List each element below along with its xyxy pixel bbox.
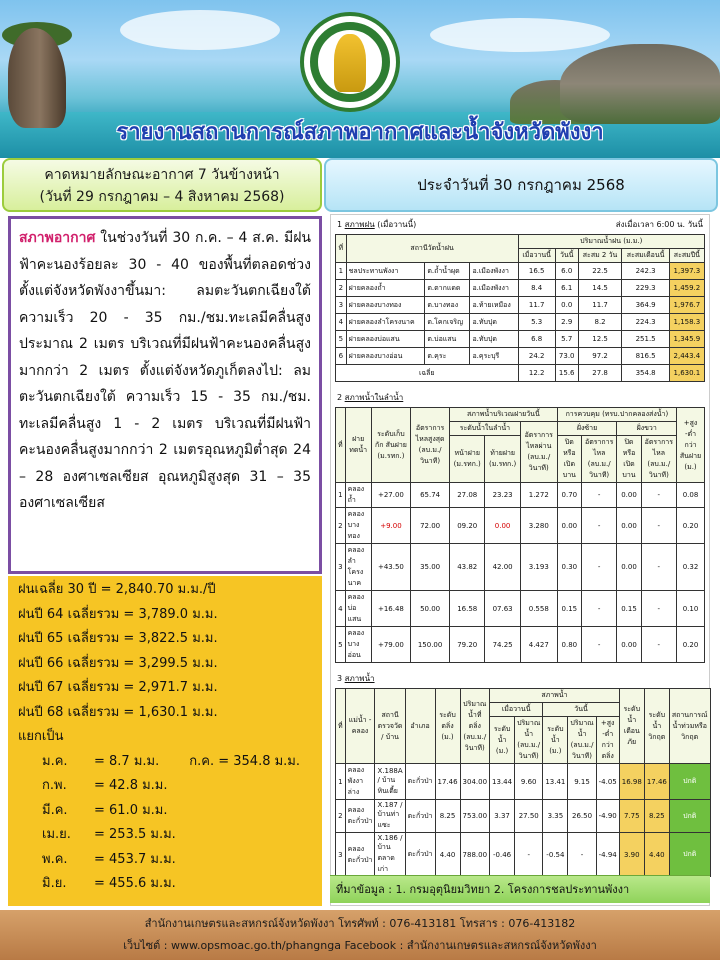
table-row bbox=[336, 331, 705, 348]
table-cell: 1,158.3 bbox=[669, 314, 704, 331]
weather-paragraph bbox=[19, 225, 311, 517]
table-cell: 4.427 bbox=[520, 627, 557, 663]
table-cell: 12.2 bbox=[518, 365, 555, 382]
table-cell: ปกติ bbox=[669, 764, 710, 800]
table-cell: 27.50 bbox=[515, 800, 543, 833]
table-cell: ฝายคลองบางทอง bbox=[346, 297, 425, 314]
monthly-rainfall bbox=[18, 774, 312, 799]
table-cell: X.186 / บ้านตลาดเก่า bbox=[375, 833, 405, 877]
table-cell: 1 bbox=[336, 263, 347, 280]
col-header: ระดับน้ำ (ม.) bbox=[543, 717, 568, 764]
table-cell: 0.10 bbox=[677, 591, 705, 627]
average-label: เฉลี่ย bbox=[336, 365, 519, 382]
table-cell: 15.6 bbox=[555, 365, 578, 382]
col-header: สภาพน้ำ bbox=[490, 689, 620, 703]
table-cell: -4.94 bbox=[596, 833, 619, 877]
table-cell: 3.90 bbox=[619, 833, 644, 877]
table-cell: -4.90 bbox=[596, 800, 619, 833]
table-cell: อ.เมืองพังงา bbox=[470, 263, 518, 280]
table-cell: 6.0 bbox=[555, 263, 578, 280]
table-row bbox=[336, 627, 705, 663]
rainfall-line: ฝนปี 68 เฉลี่ยรวม = 1,630.1 ม.ม. bbox=[18, 704, 218, 720]
table-cell: 4.40 bbox=[435, 833, 460, 877]
table-cell: - bbox=[641, 483, 676, 508]
table-cell: คลองพังงาล่าง bbox=[345, 764, 375, 800]
header-banner bbox=[0, 0, 720, 158]
table-cell: - bbox=[581, 544, 616, 591]
table-cell: ฝายคลองบางอ่อน bbox=[346, 348, 425, 365]
weather-label: สภาพอากาศ bbox=[19, 230, 96, 246]
table-cell: - bbox=[581, 627, 616, 663]
col-header: ปริมาณน้ำที่ตลิ่ง (ลบ.ม./วินาที) bbox=[460, 689, 490, 764]
table-cell: 11.7 bbox=[518, 297, 555, 314]
col-header: ปิดหรือเปิดบาน bbox=[557, 436, 581, 483]
table-cell: -0.46 bbox=[490, 833, 515, 877]
table-cell: 0.00 bbox=[617, 544, 641, 591]
table-cell: 12.5 bbox=[578, 331, 622, 348]
table-cell: 16.58 bbox=[450, 591, 485, 627]
table-cell: +43.50 bbox=[371, 544, 411, 591]
month-label: ก.ค. bbox=[189, 753, 215, 769]
table-cell: 0.08 bbox=[677, 483, 705, 508]
table-cell: ปกติ bbox=[669, 833, 710, 877]
col-header: อำเภอ bbox=[405, 689, 435, 764]
table-cell: 13.44 bbox=[490, 764, 515, 800]
table-cell: คลองลำโครงนาค bbox=[345, 544, 371, 591]
table-cell: คลองบ่อแสน bbox=[345, 591, 371, 627]
table-row bbox=[336, 508, 705, 544]
month-value: = 453.7 ม.ม. bbox=[94, 851, 176, 867]
logo-figure bbox=[334, 34, 366, 92]
table-cell: 17.46 bbox=[435, 764, 460, 800]
rainfall-line: ฝนเฉลี่ย 30 ปี = 2,840.70 ม.ม./ปี bbox=[18, 582, 216, 597]
table-cell: 0.00 bbox=[617, 508, 641, 544]
table-row bbox=[336, 263, 705, 280]
table-cell: - bbox=[641, 544, 676, 591]
table-cell: 4 bbox=[336, 314, 347, 331]
table-cell: ตะกั่วป่า bbox=[405, 800, 435, 833]
table-cell: 9.15 bbox=[568, 764, 596, 800]
monthly-rainfall bbox=[18, 872, 312, 897]
table-row bbox=[336, 348, 705, 365]
table-cell: 0.00 bbox=[617, 627, 641, 663]
table-cell: 364.9 bbox=[622, 297, 669, 314]
table-row-average bbox=[336, 365, 705, 382]
table-cell: ต.ตากแดด bbox=[425, 280, 470, 297]
col-header: ปริมาณน้ำ (ลบ.ม./วินาที) bbox=[568, 717, 596, 764]
table-cell: 2,443.4 bbox=[669, 348, 704, 365]
col-header: สถานีตรวจวัด / บ้าน bbox=[375, 689, 405, 764]
col-header: ปริมาณน้ำฝน (ม.ม.) bbox=[518, 235, 705, 249]
table-cell: อ.เมืองพังงา bbox=[470, 280, 518, 297]
table-cell: 0.20 bbox=[677, 508, 705, 544]
col-header: ระดับตลิ่ง (ม.) bbox=[435, 689, 460, 764]
table-cell: 354.8 bbox=[622, 365, 669, 382]
table-cell: 1,630.1 bbox=[669, 365, 704, 382]
table-cell: ฝายคลองถ้ำ bbox=[346, 280, 425, 297]
cloud bbox=[120, 10, 280, 50]
table-cell: 1,976.7 bbox=[669, 297, 704, 314]
weir-table bbox=[335, 407, 705, 663]
page-title: รายงานสถานการณ์สภาพอากาศและน้ำจังหวัดพังงา bbox=[116, 120, 604, 145]
month-value: = 8.7 ม.ม. bbox=[94, 753, 160, 769]
table-cell: - bbox=[515, 833, 543, 877]
table-cell: 8.2 bbox=[578, 314, 622, 331]
weather-text: ในช่วงวันที่ 30 ก.ค. – 4 ส.ค. มีฝนฟ้าคะนองร้อยละ 30 - 40 ของพื้นที่ตลอดช่วงตั้งแต่จังหวัดพังงาขึ้นมา: ลมตะวันตกเฉียงใต้ ความเร็ว 20 - 35 กม./ชม.ทะเลมีคลื่นสูงประมาณ 2 เมตร บริเวณที่มีฝนฟ้าคะนองคลื่นสูงมากกว่า 2 เมตร ตั้งแต่จังหวัดภูเก็ตลงไป: ลมตะวันตกเฉียงใต้ ความเร็ว 15 - 35 กม./ชม. ทะเลมีคลื่นสูง 1 - 2 เมตร บริเวณที่มีฝนฟ้าคะนองคลื่นสูงมากกว่า 2 เมตรอุณหภูมิต่ำสุด 24 – 28 องศาเซลเซียส อุณหภูมิสูงสุด 31 – 35 องศาเซลเซียส bbox=[19, 230, 311, 511]
river-section-title: สภาพน้ำในลำน้ำ bbox=[344, 393, 404, 402]
rainfall-line: ฝนปี 66 เฉลี่ยรวม = 3,299.5 ม.ม. bbox=[18, 655, 218, 671]
table-row bbox=[336, 280, 705, 297]
col-header: เมื่อวานนี้ bbox=[518, 249, 555, 263]
monthly-rainfall bbox=[18, 799, 312, 824]
table-cell: 229.3 bbox=[622, 280, 669, 297]
month-label: มี.ค. bbox=[42, 802, 68, 818]
table-cell: ชลประทานพังงา bbox=[346, 263, 425, 280]
table-cell: 11.7 bbox=[578, 297, 622, 314]
table-cell: 0.70 bbox=[557, 483, 581, 508]
report-date: ประจำวันที่ 30 กรกฎาคม 2568 bbox=[324, 158, 718, 212]
table-cell: คลองตะกั่วป่า bbox=[345, 833, 375, 877]
river-station-table bbox=[335, 688, 711, 877]
table-cell: 5 bbox=[336, 627, 346, 663]
table-cell: 24.2 bbox=[518, 348, 555, 365]
col-header: สถานการณ์น้ำท่วมหรือวิกฤต bbox=[669, 689, 710, 764]
table-cell: 5.7 bbox=[555, 331, 578, 348]
section-3-title: 3 สภาพน้ำ bbox=[337, 674, 375, 683]
forecast-title: คาดหมายลักษณะอากาศ 7 วันข้างหน้า bbox=[44, 167, 280, 183]
footer bbox=[0, 910, 720, 960]
table-cell: 242.3 bbox=[622, 263, 669, 280]
col-header: ฝั่งซ้าย bbox=[557, 422, 617, 436]
table-cell: - bbox=[641, 508, 676, 544]
table-row bbox=[336, 297, 705, 314]
send-time: ส่งเมื่อเวลา 6:00 น. วันนี้ bbox=[615, 220, 703, 229]
table-cell: - bbox=[581, 591, 616, 627]
col-header: +สูง -ต่ำกว่าตลิ่ง bbox=[596, 717, 619, 764]
col-header: วันนี้ bbox=[543, 703, 619, 717]
table-cell: -4.05 bbox=[596, 764, 619, 800]
col-header: วันนี้ bbox=[555, 249, 578, 263]
table-cell: - bbox=[641, 627, 676, 663]
col-header: ระดับเก็บกัก สันฝาย (ม.รทก.) bbox=[371, 408, 411, 483]
col-header: ที่ bbox=[336, 235, 347, 263]
col-header: ท้ายฝาย (ม.รทก.) bbox=[485, 436, 520, 483]
table-cell: 23.23 bbox=[485, 483, 520, 508]
table-cell: +79.00 bbox=[371, 627, 411, 663]
table-cell: อ.คุระบุรี bbox=[470, 348, 518, 365]
col-header: ปริมาณน้ำ (ลบ.ม./วินาที) bbox=[515, 717, 543, 764]
table-row bbox=[336, 544, 705, 591]
table-cell: ต.บ่อแสน bbox=[425, 331, 470, 348]
table-cell: 1,397.3 bbox=[669, 263, 704, 280]
footer-website: เว็บไซต์ : www.opsmoac.go.th/phangnga Facebook : สำนักงานเกษตรและสหกรณ์จังหวัดพังงา bbox=[123, 939, 597, 952]
table-row bbox=[336, 764, 711, 800]
table-cell: 26.50 bbox=[568, 800, 596, 833]
month-value: = 42.8 ม.ม. bbox=[94, 778, 168, 793]
weather-description-box bbox=[8, 216, 322, 574]
table-cell: 0.00 bbox=[617, 483, 641, 508]
table-cell: 27.8 bbox=[578, 365, 622, 382]
col-header: สะสมปีนี้ bbox=[669, 249, 704, 263]
table-cell: 1.272 bbox=[520, 483, 557, 508]
rock-island-image bbox=[560, 44, 720, 124]
table-cell: 3 bbox=[336, 544, 346, 591]
table-cell: 0.558 bbox=[520, 591, 557, 627]
table-cell: อ.ท้ายเหมือง bbox=[470, 297, 518, 314]
table-cell: 6.1 bbox=[555, 280, 578, 297]
rainfall-line: แยกเป็น bbox=[18, 729, 64, 744]
table-cell: 6 bbox=[336, 348, 347, 365]
table-cell: 73.0 bbox=[555, 348, 578, 365]
table-cell: 6.8 bbox=[518, 331, 555, 348]
table-cell: 9.60 bbox=[515, 764, 543, 800]
col-header: ที่ bbox=[336, 689, 346, 764]
rainfall-summary-box bbox=[8, 576, 322, 906]
table-cell: ต.ถ้ำน้ำผุด bbox=[425, 263, 470, 280]
col-header: ระดับน้ำเตือนภัย bbox=[619, 689, 644, 764]
table-cell: 3.37 bbox=[490, 800, 515, 833]
table-cell: 304.00 bbox=[460, 764, 490, 800]
table-row bbox=[336, 314, 705, 331]
table-cell: 97.2 bbox=[578, 348, 622, 365]
col-header: สะสม 2 วัน bbox=[578, 249, 622, 263]
table-cell: 3.280 bbox=[520, 508, 557, 544]
table-cell: X.187 / บ้านท่าแซะ bbox=[375, 800, 405, 833]
table-cell: 5.3 bbox=[518, 314, 555, 331]
table-cell: 3.35 bbox=[543, 800, 568, 833]
col-header: สถานีวัดน้ำฝน bbox=[346, 235, 518, 263]
table-cell: 7.75 bbox=[619, 800, 644, 833]
table-cell: ฝายคลองลำโครงนาค bbox=[346, 314, 425, 331]
table-cell: 0.20 bbox=[677, 627, 705, 663]
table-cell: 0.32 bbox=[677, 544, 705, 591]
table-cell: 14.5 bbox=[578, 280, 622, 297]
col-header: ระดับน้ำ (ม.) bbox=[490, 717, 515, 764]
col-header: ฝายทดน้ำ bbox=[345, 408, 371, 483]
table-cell: 8.25 bbox=[435, 800, 460, 833]
table-row bbox=[336, 833, 711, 877]
col-header: ฝั่งขวา bbox=[617, 422, 677, 436]
table-cell: 43.82 bbox=[450, 544, 485, 591]
rainfall-line: ฝนปี 64 เฉลี่ยรวม = 3,789.0 ม.ม. bbox=[18, 606, 218, 622]
col-header: เมื่อวานนี้ bbox=[490, 703, 543, 717]
rainfall-line: ฝนปี 65 เฉลี่ยรวม = 3,822.5 ม.ม. bbox=[18, 631, 218, 646]
footer-contact: สำนักงานเกษตรและสหกรณ์จังหวัดพังงา โทรศัพท์ : 076-413181 โทรสาร : 076-413182 bbox=[144, 917, 576, 930]
table-cell: 16.98 bbox=[619, 764, 644, 800]
table-cell: 27.08 bbox=[450, 483, 485, 508]
col-header: สะสมเดือนนี้ bbox=[622, 249, 669, 263]
table-cell: 2 bbox=[336, 280, 347, 297]
section-1-title: 1 สภาพฝน (เมื่อวานนี้) ส่งเมื่อเวลา 6:00 น. วันนี้ bbox=[337, 220, 703, 229]
table-cell: 1,459.2 bbox=[669, 280, 704, 297]
monthly-rainfall bbox=[18, 823, 312, 848]
forecast-period-box bbox=[2, 158, 322, 212]
table-cell: 0.15 bbox=[557, 591, 581, 627]
table-cell: 788.00 bbox=[460, 833, 490, 877]
month-value: = 61.0 ม.ม. bbox=[94, 802, 168, 818]
col-header: อัตราการไหล (ลบ.ม./วินาที) bbox=[581, 436, 616, 483]
table-cell: 1 bbox=[336, 483, 346, 508]
table-cell: 72.00 bbox=[411, 508, 450, 544]
table-cell: 3 bbox=[336, 833, 346, 877]
col-header: การควบคุม (ทรบ.ปากคลองส่งน้ำ) bbox=[557, 408, 676, 422]
table-cell: +16.48 bbox=[371, 591, 411, 627]
table-cell: ปกติ bbox=[669, 800, 710, 833]
table-cell: 22.5 bbox=[578, 263, 622, 280]
rain-section-subtitle: (เมื่อวานนี้) bbox=[377, 220, 417, 229]
month-label: พ.ค. bbox=[42, 851, 68, 867]
table-cell: 8.4 bbox=[518, 280, 555, 297]
table-cell: 8.25 bbox=[644, 800, 669, 833]
table-cell: - bbox=[581, 508, 616, 544]
table-cell: - bbox=[568, 833, 596, 877]
table-cell: 2.9 bbox=[555, 314, 578, 331]
table-cell: 816.5 bbox=[622, 348, 669, 365]
table-row bbox=[336, 591, 705, 627]
table-cell: 2 bbox=[336, 800, 346, 833]
table-cell: +9.00 bbox=[371, 508, 411, 544]
rainfall-table bbox=[335, 234, 705, 382]
table-cell: 0.15 bbox=[617, 591, 641, 627]
monthly-rainfall bbox=[18, 848, 312, 873]
water-section-title: สภาพน้ำ bbox=[344, 674, 375, 683]
table-cell: ตะกั่วป่า bbox=[405, 833, 435, 877]
table-cell: 150.00 bbox=[411, 627, 450, 663]
table-cell: ต.บางทอง bbox=[425, 297, 470, 314]
col-header: +สูง -ต่ำกว่า สันฝาย (ม.) bbox=[677, 408, 705, 483]
water-report-document bbox=[330, 214, 710, 906]
ministry-logo bbox=[300, 12, 400, 112]
col-header: ที่ bbox=[336, 408, 346, 483]
table-cell: 35.00 bbox=[411, 544, 450, 591]
col-header: อัตราการไหล (ลบ.ม./วินาที) bbox=[641, 436, 676, 483]
table-cell: 13.41 bbox=[543, 764, 568, 800]
table-cell: 0.00 bbox=[485, 508, 520, 544]
data-source: ที่มาข้อมูล : 1. กรมอุตุนิยมวิทยา 2. โครงการชลประทานพังงา bbox=[330, 875, 710, 903]
cloud bbox=[430, 18, 610, 52]
table-cell: 0.0 bbox=[555, 297, 578, 314]
month-label: ก.พ. bbox=[42, 778, 67, 793]
table-cell: ต.โคกเจริญ bbox=[425, 314, 470, 331]
table-row bbox=[336, 483, 705, 508]
rain-section-title: สภาพฝน bbox=[344, 220, 375, 229]
col-header: สภาพน้ำบริเวณฝายวันนี้ bbox=[450, 408, 558, 422]
month-label: มิ.ย. bbox=[42, 876, 67, 891]
table-cell: - bbox=[581, 483, 616, 508]
table-cell: 16.5 bbox=[518, 263, 555, 280]
table-cell: คลองบางทอง bbox=[345, 508, 371, 544]
table-cell: 0.00 bbox=[557, 508, 581, 544]
col-header: ระดับน้ำวิกฤต bbox=[644, 689, 669, 764]
forecast-dates: (วันที่ 29 กรกฎาคม – 4 สิงหาคม 2568) bbox=[39, 189, 285, 205]
table-cell: 251.5 bbox=[622, 331, 669, 348]
table-cell: 1 bbox=[336, 764, 346, 800]
table-cell: 4.40 bbox=[644, 833, 669, 877]
table-cell: 5 bbox=[336, 331, 347, 348]
table-cell: 2 bbox=[336, 508, 346, 544]
col-header: ระดับน้ำในลำน้ำ bbox=[450, 422, 521, 436]
table-cell: 17.46 bbox=[644, 764, 669, 800]
table-cell: 3 bbox=[336, 297, 347, 314]
table-cell: +27.00 bbox=[371, 483, 411, 508]
table-cell: 753.00 bbox=[460, 800, 490, 833]
monthly-rainfall bbox=[18, 750, 312, 775]
table-cell: - bbox=[641, 591, 676, 627]
month-value: = 354.8 ม.ม. bbox=[218, 753, 301, 769]
table-cell: 74.25 bbox=[485, 627, 520, 663]
table-cell: คลองถ้ำ bbox=[345, 483, 371, 508]
table-row bbox=[336, 800, 711, 833]
table-cell: 79.20 bbox=[450, 627, 485, 663]
month-value: = 455.6 ม.ม. bbox=[94, 876, 176, 891]
table-cell: ฝายคลองบ่อแสน bbox=[346, 331, 425, 348]
table-cell: 224.3 bbox=[622, 314, 669, 331]
rainfall-line: ฝนปี 67 เฉลี่ยรวม = 2,971.7 ม.ม. bbox=[18, 680, 218, 695]
table-cell: 65.74 bbox=[411, 483, 450, 508]
table-cell: 1,345.9 bbox=[669, 331, 704, 348]
table-cell: อ.ทับปุด bbox=[470, 331, 518, 348]
table-cell: ตะกั่วป่า bbox=[405, 764, 435, 800]
table-cell: 0.80 bbox=[557, 627, 581, 663]
table-cell: -0.54 bbox=[543, 833, 568, 877]
col-header: อัตราการไหลสูงสุด (ลบ.ม./วินาที) bbox=[411, 408, 450, 483]
month-value: = 253.5 ม.ม. bbox=[94, 827, 176, 842]
table-cell: 50.00 bbox=[411, 591, 450, 627]
table-cell: คลองตะกั่วป่า bbox=[345, 800, 375, 833]
table-cell: 09.20 bbox=[450, 508, 485, 544]
month-label: ม.ค. bbox=[42, 753, 68, 769]
table-cell: คลองบางอ่อน bbox=[345, 627, 371, 663]
table-cell: 07.63 bbox=[485, 591, 520, 627]
section-2-title: 2 สภาพน้ำในลำน้ำ bbox=[337, 393, 404, 402]
col-header: แม่น้ำ - คลอง bbox=[345, 689, 375, 764]
table-cell: 42.00 bbox=[485, 544, 520, 591]
table-cell: ต.คุระ bbox=[425, 348, 470, 365]
table-cell: 4 bbox=[336, 591, 346, 627]
table-cell: อ.ทับปุด bbox=[470, 314, 518, 331]
col-header: หน้าฝาย (ม.รทก.) bbox=[450, 436, 485, 483]
col-header: อัตราการไหลผ่าน (ลบ.ม./วินาที) bbox=[520, 422, 557, 483]
table-cell: 3.193 bbox=[520, 544, 557, 591]
table-cell: 0.30 bbox=[557, 544, 581, 591]
month-label: เม.ย. bbox=[42, 827, 71, 842]
table-cell: X.188A / บ้านหินเตี้ย bbox=[375, 764, 405, 800]
col-header: ปิดหรือเปิดบาน bbox=[617, 436, 641, 483]
